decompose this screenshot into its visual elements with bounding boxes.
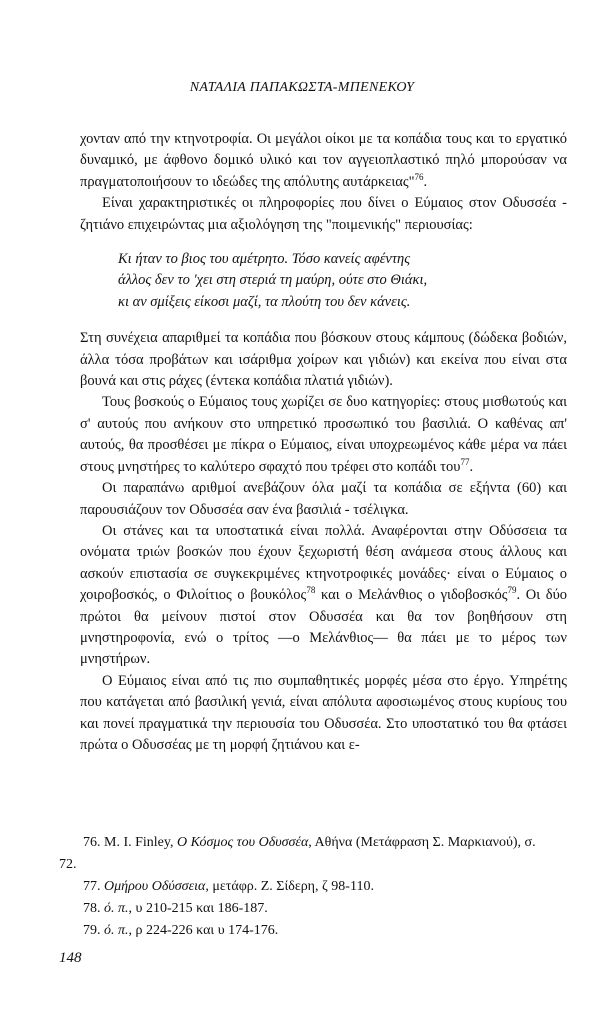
footnote-76 [59,832,567,854]
footnotes [59,832,567,942]
footnote-ref-79: 79 [507,585,517,596]
footnote-77 [59,876,567,898]
footnote-78 [59,898,567,920]
page-number: 148 [59,950,82,966]
footnote-79-op-cit: ό. π. [104,923,129,938]
poem-line: κι αν σμίξεις είκοσι μαζί, τα πλούτη του δεν κάνεις. [118,293,411,310]
running-head: ΝΑΤΑΛΙΑ ΠΑΠΑΚΩΣΤΑ-ΜΠΕΝΕΚΟΥ [189,80,415,95]
paragraph-6 [80,521,567,671]
footnote-78-number: 78. [83,901,104,916]
poem-quote [118,249,567,313]
footnote-78-op-cit: ό. π. [104,901,129,916]
paragraph-4-text: Τους βοσκούς ο Εύμαιος τους χωρίζει σε δυο κατηγορίες: στους μισθωτούς και σ' αυτούς που ανήκουν στο υπηρετικό προσωπικό του βασιλιά. Ο καθένας απ' αυτούς, θα προσθέσει με πίκρα ο Εύμαιος, είναι υποχρεωμένος κάθε μέρα να πάει στους μνηστήρες το καλύτερο σφαχτό που τρέφει στο κοπάδι του [80,394,567,475]
footnote-ref-78: 78 [306,585,316,596]
footnote-77-title: Ομήρου Οδύσσεια [104,879,206,894]
poem-line: άλλος δεν το 'χει στη στεριά τη μαύρη, ούτε στο Θιάκι, [118,272,428,289]
paragraph-5: Οι παραπάνω αριθμοί ανεβάζουν όλα μαζί τα κοπάδια σε εξήντα (60) και παρουσιάζουν τον Οδυσσέα σαν ένα βασιλιά - τσέλιγκα. [80,480,567,518]
paragraph-4 [80,392,567,478]
paragraph-7: Ο Εύμαιος είναι από τις πιο συμπαθητικές μορφές μέσα στο έργο. Υπηρέτης που κατάγεται από βασιλική γενιά, είναι απόλυτα αφοσιωμένος στους κυρίους του και πονεί πραγματικά την περιουσία του Οδυσσέα. Στο υποστατικό του θα φτάσει πρώτα ο Οδυσσέας με τη μορφή ζητιάνου και ε- [80,672,567,753]
footnote-76-continuation: 72. [59,857,77,872]
paragraph-4-end: . [469,458,474,475]
paragraph-6-text-a: Οι στάνες και τα υποστατικά είναι πολλά. Αναφέρονται στην Οδύσσεια τα ονόματα τριών βοσκών που έχουν ξεχωριστή θέση ανάμεσα στους άλλους και ασκούν επιστασία σε συγκεκριμένες κτηνοτροφικές μονάδες· είναι ο Εύμαιος ο χοιροβοσκός, ο Φιλοίτιος ο βουκόλος [80,522,567,604]
footnote-79-number: 79. [83,923,104,938]
body-text [80,129,567,756]
footnote-ref-76: 76 [414,171,424,182]
paragraph-6-text-b: και ο Μελάνθιος ο γιδοβοσκός [315,587,508,604]
paragraph-6-text-c: . Οι δύο πρώτοι θα μείνουν πιστοί στον Οδυσσέα και θα τον βοηθήσουν στη μνηστηροφονία, ενώ ο τρίτος —ο Μελάνθιος— θα πάει με το μέρος των μνηστήρων. [80,587,568,668]
paragraph-2: Είναι χαρακτηριστικές οι πληροφορίες που δίνει ο Εύμαιος στον Οδυσσέα - ζητιάνο επιχειρώντας μια αξιολόγηση της "ποιμενικής" περιουσίας: [80,195,567,233]
footnote-77-details: , μετάφρ. Ζ. Σίδερη, ζ 98-110. [205,879,374,894]
paragraph-1 [80,129,567,193]
footnote-76-details: , Αθήνα (Μετάφραση Σ. Μαρκιανού), σ. [308,835,536,850]
footnote-79-details: , ρ 224-226 και υ 174-176. [128,923,279,938]
footnote-79 [59,920,567,942]
footnote-78-details: , υ 210-215 και 186-187. [128,901,268,916]
paragraph-3: Στη συνέχεια απαριθμεί τα κοπάδια που βόσκουν στους κάμπους (δώδεκα βοδιών, άλλα τόσα προβάτων και ισάριθμα χοίρων και γιδιών) και εκείνα που είναι στα βουνά και στις ράχες (έντεκα κοπάδια πλατιά γιδιών). [80,330,567,390]
footnote-76-title: Ο Κόσμος του Οδυσσέα [176,835,309,850]
footnote-ref-77: 77 [460,456,470,467]
paragraph-1-text: χονταν από την κτηνοτροφία. Οι μεγάλοι οίκοι με τα κοπάδια τους και το εργατικό δυναμικό, με άφθονο δομικό υλικό και τον αγγειοπλαστικό πηλό μπορούσαν να πραγματοποιήσουν το ιδεώδες της απόλυτης αυτάρκειας" [80,131,567,190]
footnote-76-author: 76. M. I. Finley, [83,835,177,850]
footnote-77-number: 77. [83,879,104,894]
paragraph-1-end: . [423,173,428,190]
poem-line: Κι ήταν το βιος του αμέτρητο. Τόσο κανείς αφέντης [118,251,411,268]
